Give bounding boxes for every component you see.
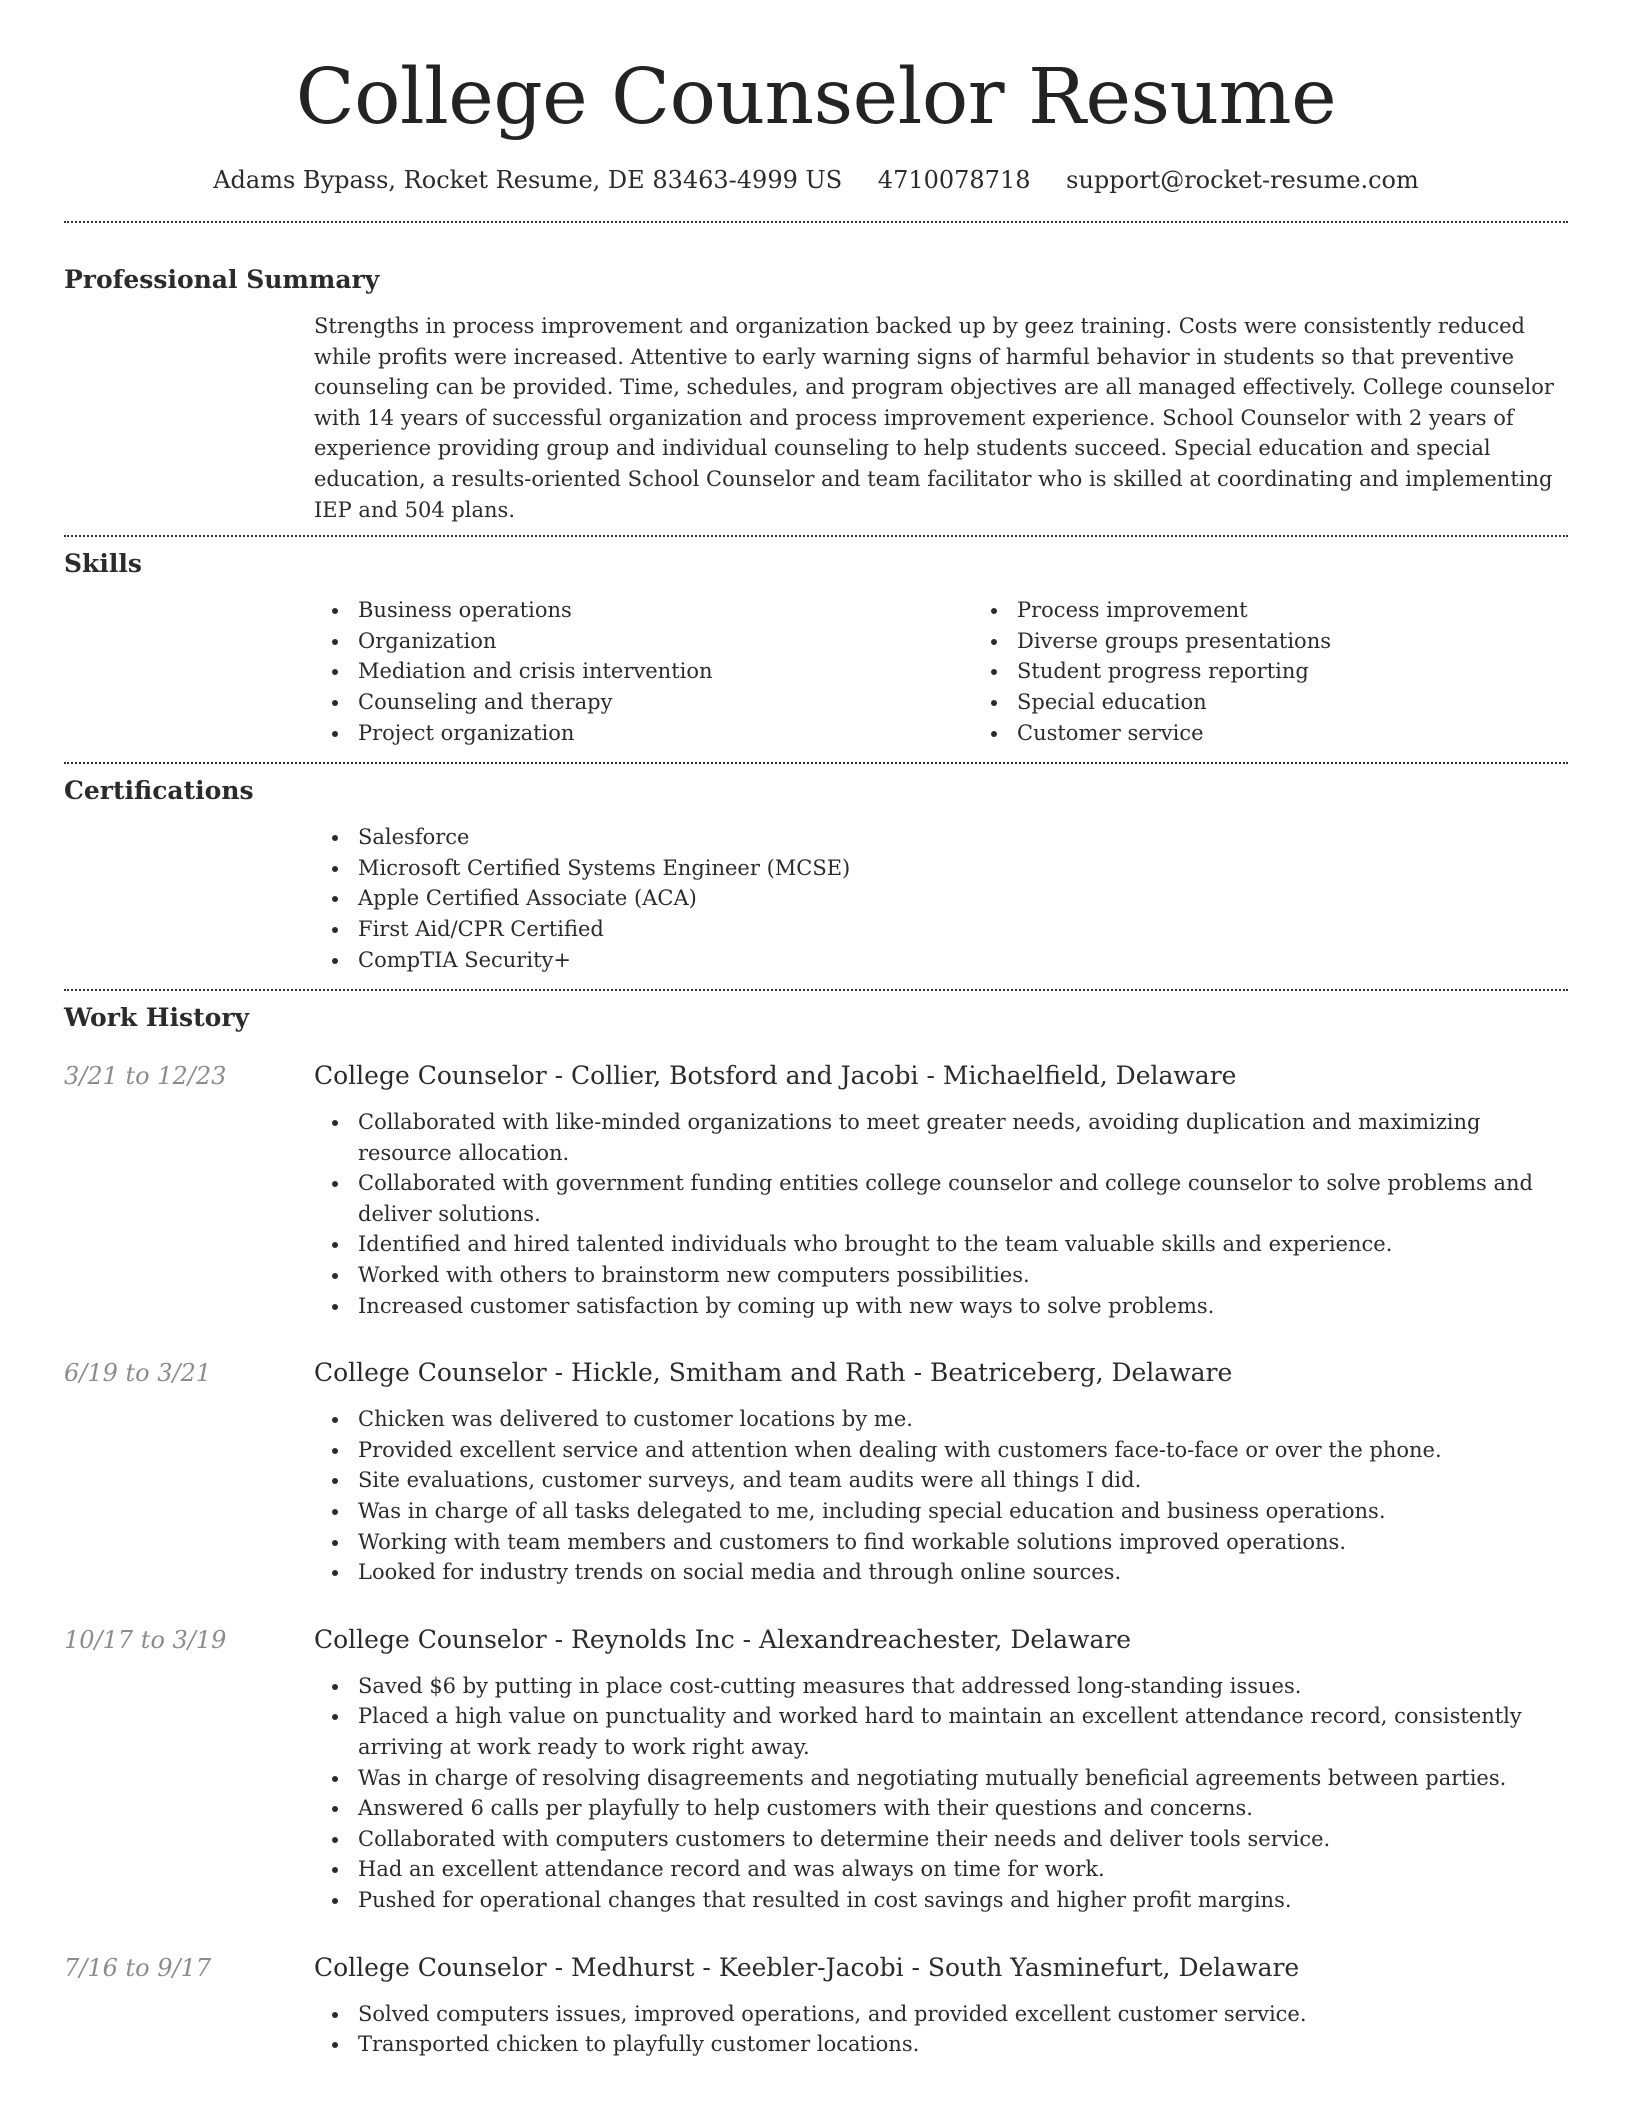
list-item: Answered 6 calls per playfully to help customers with their questions and concerns. [358, 1793, 1568, 1824]
list-item: Customer service [1017, 718, 1632, 749]
list-item: Transported chicken to playfully customer locations. [358, 2029, 1568, 2060]
skills-column-right [973, 595, 1632, 748]
list-item: Microsoft Certified Systems Engineer (MCSE) [358, 853, 1568, 884]
list-item: Counseling and therapy [358, 687, 973, 718]
list-item: Business operations [358, 595, 973, 626]
list-item: Project organization [358, 718, 973, 749]
list-item: Mediation and crisis intervention [358, 656, 973, 687]
certifications-list [314, 822, 1568, 975]
list-item: CompTIA Security+ [358, 945, 1568, 976]
divider [64, 221, 1568, 223]
job-title: College Counselor - Hickle, Smitham and Rath - Beatriceberg, Delaware [314, 1358, 1233, 1388]
list-item: Site evaluations, customer surveys, and team audits were all things I did. [358, 1465, 1568, 1496]
job-title: College Counselor - Medhurst - Keebler-Jacobi - South Yasminefurt, Delaware [314, 1952, 1300, 1982]
resume-page [64, 0, 1568, 2060]
section-heading-skills: Skills [64, 549, 142, 579]
contact-address: Adams Bypass, Rocket Resume, DE 83463-4999 US [213, 166, 843, 194]
list-item: First Aid/CPR Certified [358, 914, 1568, 945]
job-entry [64, 1951, 1568, 2060]
section-heading-summary: Professional Summary [64, 265, 380, 294]
section-heading-certifications: Certifications [64, 776, 254, 806]
list-item: Collaborated with computers customers to determine their needs and deliver tools service. [358, 1824, 1568, 1855]
list-item: Provided excellent service and attention when dealing with customers face-to-face or over the phone. [358, 1435, 1568, 1466]
list-item: Organization [358, 626, 973, 657]
job-bullets [314, 1404, 1568, 1588]
list-item: Pushed for operational changes that resulted in cost savings and higher profit margins. [358, 1885, 1568, 1916]
list-item: Looked for industry trends on social media and through online sources. [358, 1557, 1568, 1588]
list-item: Salesforce [358, 822, 1568, 853]
list-item: Chicken was delivered to customer locations by me. [358, 1404, 1568, 1435]
skills-column-left [314, 595, 973, 748]
job-dates: 6/19 to 3/21 [64, 1359, 212, 1388]
divider [64, 535, 1568, 537]
list-item: Special education [1017, 687, 1632, 718]
divider [64, 762, 1568, 764]
contact-line [64, 162, 1568, 198]
list-item: Placed a high value on punctuality and worked hard to maintain an excellent attendance record, consistently arriving at work ready to work right away. [358, 1701, 1568, 1762]
list-item: Collaborated with government funding entities college counselor and college counselor to solve problems and deliver solutions. [358, 1168, 1568, 1229]
list-item: Worked with others to brainstorm new computers possibilities. [358, 1260, 1568, 1291]
job-bullets [314, 1107, 1568, 1321]
list-item: Was in charge of resolving disagreements and negotiating mutually beneficial agreements between parties. [358, 1763, 1568, 1794]
skills-list [314, 595, 1568, 748]
list-item: Process improvement [1017, 595, 1632, 626]
list-item: Had an excellent attendance record and was always on time for work. [358, 1854, 1568, 1885]
job-dates: 7/16 to 9/17 [64, 1953, 212, 1982]
list-item: Collaborated with like-minded organizations to meet greater needs, avoiding duplication and maximizing resource allocation. [358, 1107, 1568, 1168]
list-item: Solved computers issues, improved operations, and provided excellent customer service. [358, 1999, 1568, 2030]
job-bullets [314, 1671, 1568, 1916]
list-item: Increased customer satisfaction by coming up with new ways to solve problems. [358, 1291, 1568, 1322]
job-entry [64, 1623, 1568, 1916]
list-item: Apple Certified Associate (ACA) [358, 883, 1568, 914]
list-item: Diverse groups presentations [1017, 626, 1632, 657]
list-item: Was in charge of all tasks delegated to me, including special education and business operations. [358, 1496, 1568, 1527]
divider [64, 989, 1568, 991]
page-title: College Counselor Resume [295, 53, 1337, 142]
job-entry [64, 1059, 1568, 1321]
job-title: College Counselor - Reynolds Inc - Alexandreachester, Delaware [314, 1624, 1132, 1654]
summary-text: Strengths in process improvement and organization backed up by geez training. Costs were consistently reduced while profits were increased. Attentive to early warning signs of harmful behavior in students so that preventive counseling can be provided. Time, schedules, and program objectives are all managed effectively. College counselor with 14 years of successful organization and process improvement experience. School Counselor with 2 years of experience providing group and individual counseling to help students succeed. Special education and special education, a results-oriented School Counselor and team facilitator who is skilled at coordinating and implementing IEP and 504 plans. [314, 314, 1554, 522]
job-bullets [314, 1999, 1568, 2060]
list-item: Saved $6 by putting in place cost-cutting measures that addressed long-standing issues. [358, 1671, 1568, 1702]
contact-email: support@rocket-resume.com [1066, 166, 1419, 194]
contact-phone: 4710078718 [877, 166, 1031, 194]
list-item: Identified and hired talented individuals who brought to the team valuable skills and experience. [358, 1229, 1568, 1260]
job-dates: 10/17 to 3/19 [64, 1625, 227, 1654]
job-dates: 3/21 to 12/23 [64, 1062, 227, 1091]
list-item: Student progress reporting [1017, 656, 1632, 687]
section-heading-work-history: Work History [64, 1003, 250, 1033]
job-title: College Counselor - Collier, Botsford and Jacobi - Michaelfield, Delaware [314, 1061, 1237, 1091]
list-item: Working with team members and customers to find workable solutions improved operations. [358, 1527, 1568, 1558]
job-entry [64, 1356, 1568, 1588]
